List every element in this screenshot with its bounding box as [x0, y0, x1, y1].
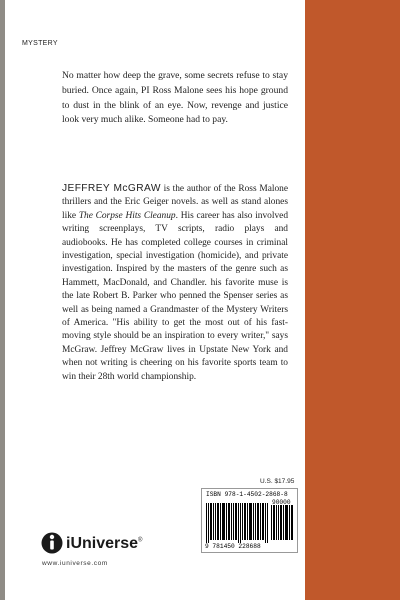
orange-color-band: [305, 0, 400, 600]
iuniverse-logo-icon: [40, 530, 64, 556]
registered-mark: ®: [138, 537, 143, 544]
publisher-logo: [40, 530, 170, 570]
spine-edge: [0, 0, 5, 600]
ean-digits: 9 781450 228688: [205, 543, 261, 550]
bio-text-1: is the author of the Ross Malone thrillers and the Eric Geiger novels. as well as stand alones like: [62, 184, 288, 221]
isbn-number: ISBN 978-1-4502-2868-8: [206, 491, 288, 498]
genre-label: MYSTERY: [22, 40, 58, 47]
author-bio: [62, 182, 288, 384]
barcode-box: [201, 488, 298, 553]
book-title: The Corpse Hits Cleanup: [78, 210, 176, 221]
price-label: U.S. $17.95: [260, 478, 295, 485]
publisher-url: www.iuniverse.com: [42, 560, 108, 567]
author-name: JEFFREY McGRAW: [62, 183, 161, 194]
publisher-name-text: iUniverse: [66, 535, 139, 552]
bio-text-2: . His career has also involved writing screenplays, TV scripts, radio plays and audiobooks. He has completed college courses in criminal investigation, special investigation (homicide), and private investigation. Inspired by the masters of the genre such as Hammett, MacDonald, and Chandler. his favorite muse is the late Robert B. Parker who penned the Spenser series as well as being named a Grandmaster of the Mystery Writers of America. "His ability to get the most out of his fast-moving style should be an inspiration to every writer," says McGraw. Jeffrey McGraw lives in Upstate New York and when not writing is cheering on his favorite sports team to win their 28th world championship.: [62, 210, 289, 382]
publisher-name: [66, 535, 142, 553]
blurb-paragraph: No matter how deep the grave, some secrets refuse to stay buried. Once again, PI Ross Malone sees his hope ground to dust in the blink of an eye. Now, revenge and justice look very much alike. Someone had to pay.: [62, 70, 288, 126]
price-code: 90000: [272, 499, 291, 506]
